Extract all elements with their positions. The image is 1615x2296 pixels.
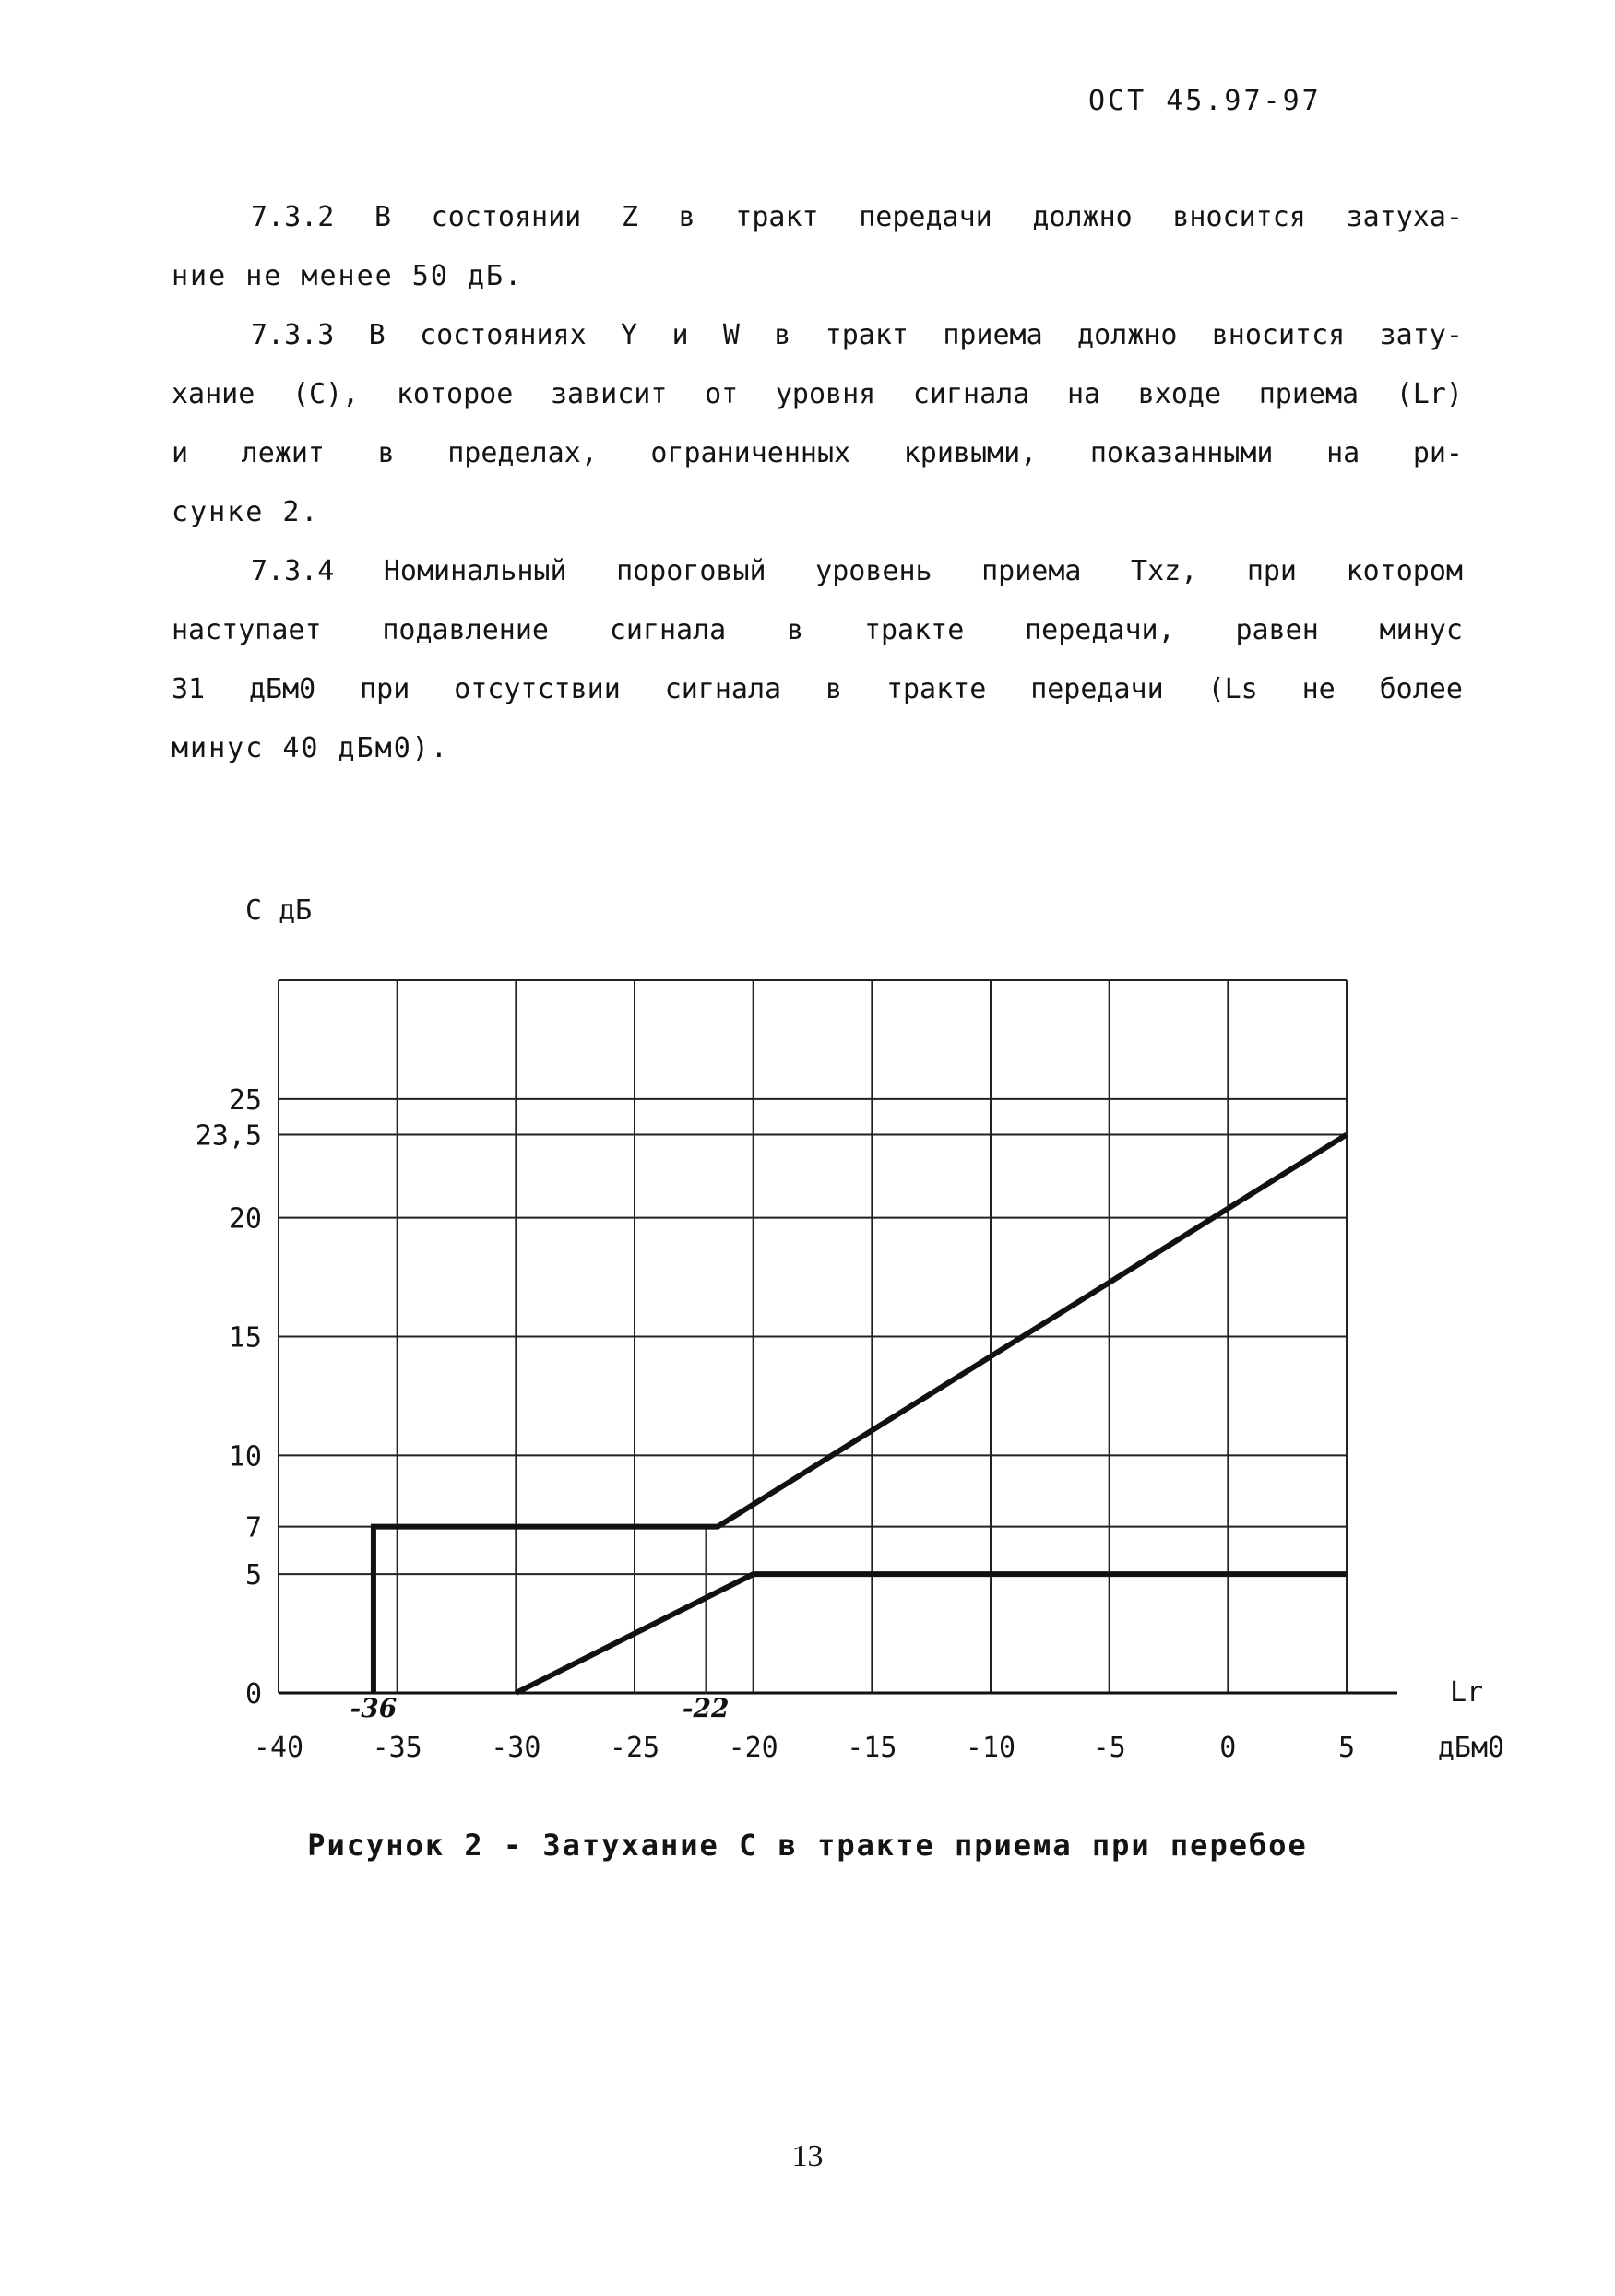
y-tick-label: 10 [228, 1440, 262, 1473]
word: W [722, 319, 740, 351]
word: приема [943, 319, 1043, 351]
x-tick-label: -10 [965, 1732, 1016, 1764]
word: тракте [863, 614, 965, 646]
word: отсутствии [454, 673, 621, 705]
word: подавление [382, 614, 549, 646]
word: Txz, [1131, 555, 1198, 587]
word: 7.3.3 [251, 319, 335, 351]
word: тракт [735, 201, 819, 233]
word: (Ls [1207, 673, 1258, 705]
word: тракте [885, 673, 987, 705]
word: (C), [291, 378, 360, 410]
word: ограниченных [650, 437, 851, 469]
word: передачи [1030, 673, 1164, 705]
word: вносится [1172, 201, 1306, 233]
word: вносится [1211, 319, 1346, 351]
word: уровня [775, 378, 876, 410]
word: пороговый [616, 555, 766, 587]
word: состояниях [420, 319, 587, 351]
word: должно [1077, 319, 1178, 351]
word: хание [172, 378, 255, 410]
word: в [825, 673, 843, 705]
word: в [774, 319, 791, 351]
word: В [368, 319, 386, 351]
word: наступает [172, 614, 322, 646]
x-tick-label: -30 [491, 1732, 541, 1764]
paragraph-line: минус 40 дБм0). [172, 732, 449, 764]
word: которое [396, 378, 514, 410]
word: Y [621, 319, 638, 351]
x-tick-label: -5 [1092, 1732, 1126, 1764]
word: приема [1258, 378, 1360, 410]
word: более [1379, 673, 1463, 705]
word: в [678, 201, 695, 233]
word: пределах, [447, 437, 598, 469]
word: зависит [550, 378, 668, 410]
word: не [1301, 673, 1336, 705]
x-axis-unit: дБм0 [1437, 1732, 1505, 1764]
word: В [374, 201, 392, 233]
word: входе [1137, 378, 1222, 410]
figure-caption: Рисунок 2 - Затухание С в тракте приема при перебое [307, 1828, 1308, 1863]
y-tick-label: 25 [228, 1083, 262, 1117]
word: при [360, 673, 410, 705]
word: тракт [825, 319, 908, 351]
word: ри- [1412, 437, 1463, 469]
word: зату- [1379, 319, 1463, 351]
word: Z [621, 201, 638, 233]
word: в [787, 614, 804, 646]
word: 31 [172, 673, 206, 705]
x-tick-label: -25 [609, 1732, 660, 1764]
chart-y-label: С дБ [245, 894, 313, 927]
x-tick-label: -20 [728, 1732, 778, 1764]
word: 7.3.2 [251, 201, 335, 233]
annotation-label: -36 [350, 1693, 398, 1723]
y-tick-label: 23,5 [195, 1119, 262, 1153]
x-tick-label: 0 [1219, 1732, 1237, 1764]
word: минус [1379, 614, 1463, 646]
word: должно [1032, 201, 1133, 233]
x-axis-label: Lr [1449, 1676, 1484, 1709]
word: сигнала [664, 673, 782, 705]
x-tick-label: 5 [1337, 1732, 1356, 1764]
word: котором [1346, 555, 1463, 587]
word: показанными [1089, 437, 1274, 469]
word: приема [981, 555, 1082, 587]
y-tick-label: 15 [228, 1321, 262, 1355]
word: лежит [241, 437, 325, 469]
x-tick-label: -15 [847, 1732, 897, 1764]
word: уровень [815, 555, 932, 587]
y-tick-label: 5 [244, 1559, 262, 1592]
word: на [1326, 437, 1360, 469]
x-tick-label: -40 [253, 1732, 304, 1764]
word: Номинальный [383, 555, 567, 587]
word: передачи [859, 201, 992, 233]
y-tick-label: 0 [244, 1678, 262, 1710]
word: на [1066, 378, 1101, 410]
word: сигнала [609, 614, 727, 646]
word: в [377, 437, 395, 469]
y-tick-label: 20 [228, 1202, 262, 1236]
y-tick-label: 7 [244, 1511, 262, 1544]
word: передачи, [1025, 614, 1175, 646]
word: при [1246, 555, 1297, 587]
doc-code: ОСТ 45.97-97 [1088, 85, 1322, 117]
word: (Lr) [1395, 378, 1463, 410]
word: затуха- [1346, 201, 1463, 233]
word: и [172, 437, 189, 469]
word: состоянии [431, 201, 582, 233]
series-line [516, 1574, 1347, 1693]
page-number: 13 [791, 2139, 824, 2173]
word: кривыми, [903, 437, 1038, 469]
word: и [671, 319, 689, 351]
word: от [705, 378, 739, 410]
word: сигнала [912, 378, 1030, 410]
paragraph-line: ние не менее 50 дБ. [172, 260, 524, 292]
x-tick-label: -35 [372, 1732, 422, 1764]
word: равен [1235, 614, 1319, 646]
paragraph-line: сунке 2. [172, 496, 320, 528]
word: 7.3.4 [251, 555, 335, 587]
word: дБм0 [249, 673, 316, 705]
annotation-label: -22 [682, 1693, 730, 1723]
